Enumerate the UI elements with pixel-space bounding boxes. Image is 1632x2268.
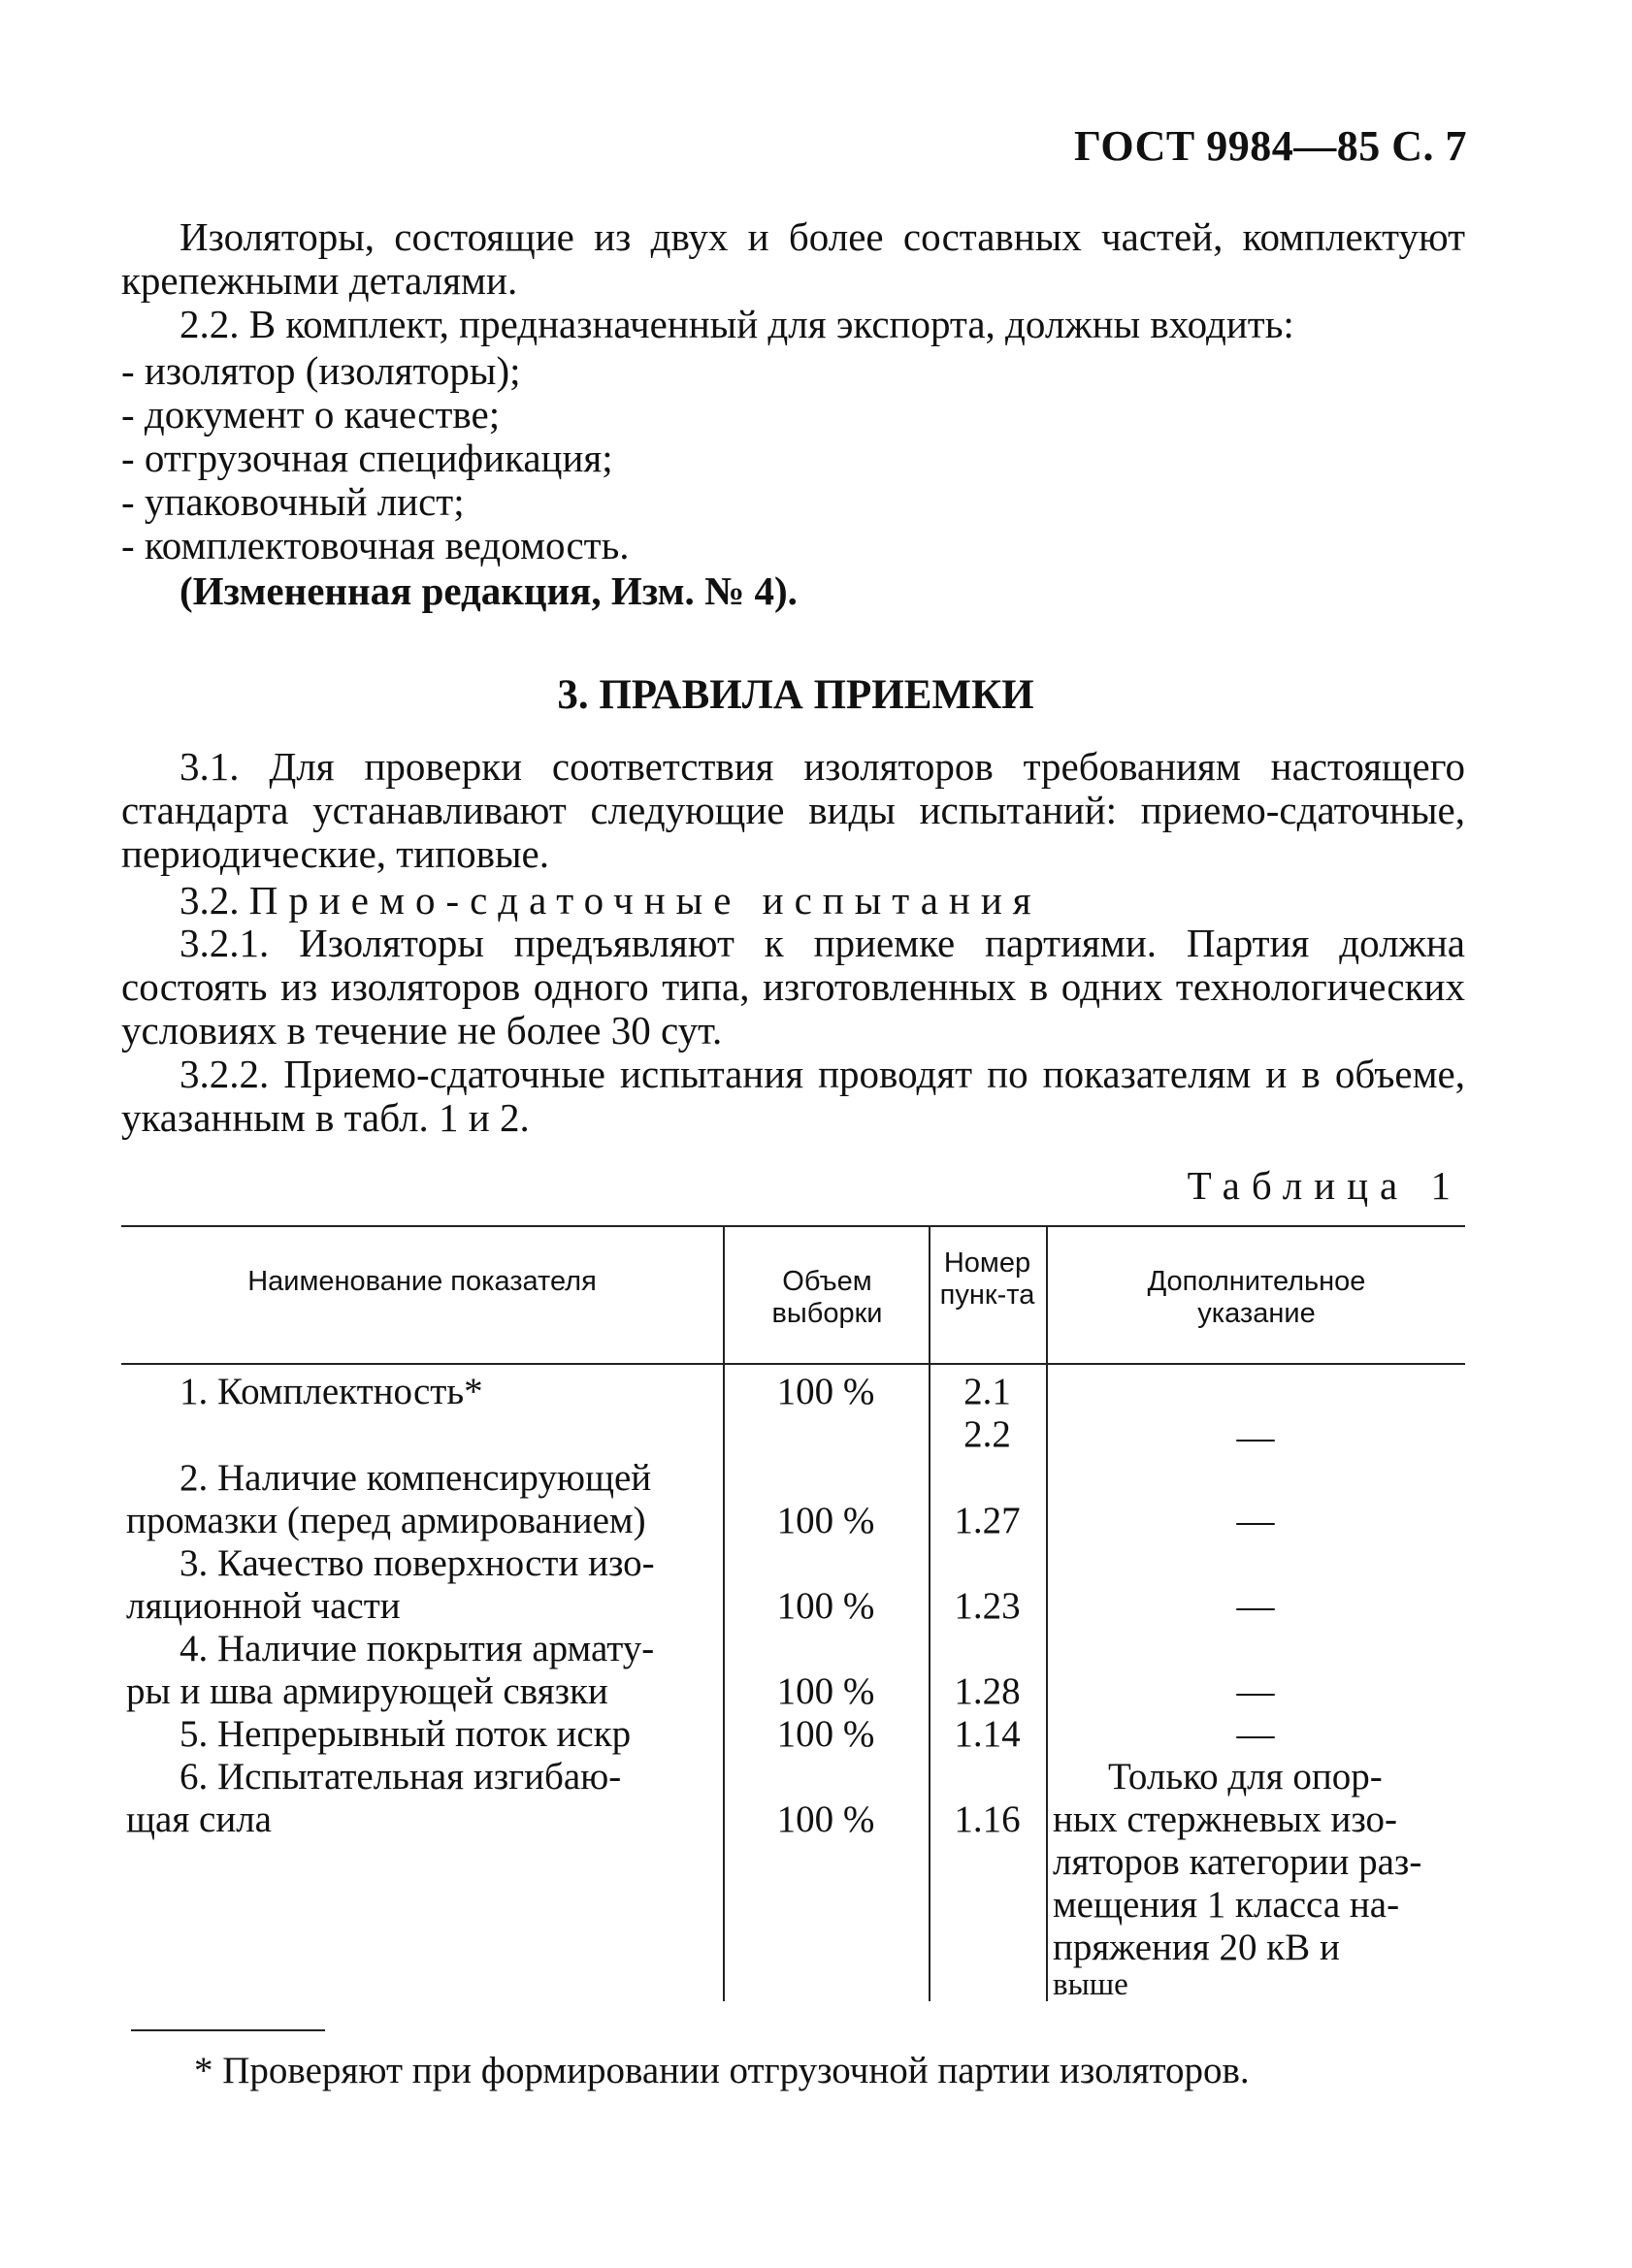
paragraph-3-2-title: Приемо-сдаточные испытания	[248, 878, 1042, 923]
row-volume: 100 %	[776, 1585, 875, 1627]
row-volume: 100 %	[776, 1500, 875, 1541]
section-title: 3. ПРАВИЛА ПРИЕМКИ	[557, 672, 1034, 718]
page-header: ГОСТ 9984—85 С. 7	[1073, 122, 1467, 170]
row-name-line: щая сила	[126, 1798, 272, 1840]
row-clause: 1.28	[954, 1670, 1021, 1712]
paragraph-3-2-number: 3.2.	[180, 878, 240, 923]
row-name-line: ляционной части	[126, 1585, 401, 1627]
row-note-line: пряжения 20 кВ и	[1053, 1927, 1340, 1968]
paragraph-2-2: 2.2. В комплект, предназначенный для экспорта, должны входить:	[180, 302, 1294, 346]
row-clause: 1.27	[954, 1500, 1021, 1541]
row-volume: 100 %	[776, 1713, 875, 1755]
header-volume: Объем выборки	[771, 1266, 883, 1329]
table-top-rule	[121, 1225, 1465, 1227]
list-item: - документ о качестве;	[121, 392, 501, 437]
row-name-line: 2. Наличие компенсирующей	[180, 1457, 652, 1499]
row-clause: 1.14	[954, 1713, 1021, 1755]
row-clause: 1.16	[954, 1798, 1021, 1840]
row-name-line: 3. Качество поверхности изо-	[180, 1542, 655, 1584]
row-note: —	[1236, 1670, 1275, 1712]
intro-paragraph: Изоляторы, состоящие из двух и более составных частей, комплектуют крепежными деталями.	[121, 214, 1465, 303]
header-name: Наименование показателя	[247, 1266, 597, 1297]
paragraph-3-1: 3.1. Для проверки соответствия изоляторов требованиям настоящего стандарта устанавливают следующие виды испытаний: приемо-сдаточные, периодические, типовые.	[121, 744, 1465, 876]
change-note: (Измененная редакция, Изм. № 4).	[180, 568, 798, 613]
row-volume: 100 %	[776, 1798, 875, 1840]
list-item: - отгрузочная спецификация;	[121, 436, 613, 480]
row-note: —	[1236, 1585, 1275, 1627]
header-note: Дополнительное указание	[1147, 1266, 1366, 1329]
row-name-line: промазки (перед армированием)	[126, 1500, 646, 1541]
row-volume: 100 %	[776, 1670, 875, 1712]
row-volume: 100 %	[776, 1371, 875, 1412]
table-header-rule	[121, 1363, 1465, 1365]
row-name-line: 4. Наличие покрытия армату-	[180, 1628, 655, 1669]
row-clause: 1.23	[954, 1585, 1021, 1627]
row-name-line: 6. Испытательная изгибаю-	[180, 1756, 622, 1798]
list-item: - упаковочный лист;	[121, 479, 465, 524]
row-note: —	[1236, 1416, 1275, 1458]
row-note-line: выше	[1053, 1967, 1128, 2002]
footnote: * Проверяют при формировании отгрузочной партии изоляторов.	[194, 2050, 1250, 2091]
table-caption: Таблица 1	[1187, 1163, 1462, 1208]
row-note: —	[1236, 1500, 1275, 1541]
row-note-line: ляторов категории раз-	[1053, 1841, 1422, 1883]
row-name: 5. Непрерывный поток искр	[180, 1713, 632, 1755]
list-item: - изолятор (изоляторы);	[121, 348, 521, 393]
paragraph-3-2-1: 3.2.1. Изоляторы предъявляют к приемке партиями. Партия должна состоять из изоляторов одного типа, изготовленных в одних технологических условиях в течение не более 30 сут.	[121, 921, 1465, 1053]
list-item: - комплектовочная ведомость.	[121, 523, 630, 567]
header-clause: Номер пунк-та	[939, 1247, 1035, 1311]
row-clause: 2.2	[963, 1413, 1011, 1455]
row-note-line: ных стержневых изо-	[1053, 1798, 1398, 1840]
row-note: —	[1236, 1713, 1275, 1755]
row-note-line: Только для опор-	[1108, 1756, 1383, 1798]
paragraph-3-2	[180, 877, 1042, 923]
row-clause: 2.1	[963, 1371, 1011, 1412]
row-note-line: мещения 1 класса на-	[1053, 1884, 1400, 1926]
row-name: 1. Комплектность*	[180, 1371, 483, 1412]
row-name-line: ры и шва армирующей связки	[126, 1670, 608, 1712]
paragraph-3-2-2: 3.2.2. Приемо-сдаточные испытания проводят по показателям и в объеме, указанным в табл. 1 и 2.	[121, 1052, 1465, 1140]
footnote-rule	[131, 2029, 325, 2031]
